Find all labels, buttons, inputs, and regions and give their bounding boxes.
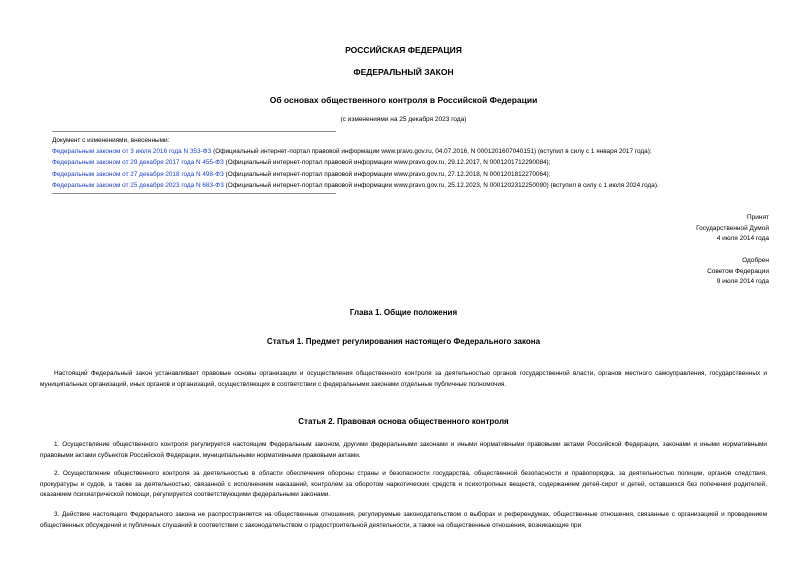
- article-1-heading: Статья 1. Предмет регулирования настоящего Федерального закона: [266, 337, 541, 346]
- amendment-source: (Официальный интернет-портал правовой информации www.pravo.gov.ru, 25.12.2023, N 0001202312250090) (вступил в силу с 1 июля 2024 года).: [223, 181, 659, 189]
- amendment-source: (Официальный интернет-портал правовой информации www.pravo.gov.ru, 04.07.2016, N 0001201607040151) (вступил в силу с 1 января 2017 года);: [211, 148, 652, 156]
- amendment-source: (Официальный интернет-портал правовой информации www.pravo.gov.ru, 29.12.2017, N 0001201712290084);: [223, 159, 551, 167]
- article-2-paragraph-1: 1. Осуществление общественного контроля регулируется настоящим Федеральным законом, другими федеральными законами и иными нормативными правовыми актами Российской Федерации, законами и иными нормативными правовыми актами субъектов Российской Федерации, муниципальными нормативными правовыми актами.: [40, 441, 767, 459]
- article-2-paragraph-2: 2. Осуществление общественного контроля за деятельностью в области обеспечения обороны страны и безопасности государства, общественной безопасности и правопорядка, за деятельностью полиции, органов следствия, прокуратуры и судов, а также за деятельностью, связанной с исполнением наказаний, контролем за оборотом наркотических средств и психотропных веществ, содержанием детей-сирот и детей, оставшихся без попечения родителей, оказанием психиатрической помощи, регулируется соответствующими федеральными законами.: [40, 470, 767, 499]
- amendments-block: [52, 135, 772, 191]
- amendment-item: [52, 169, 772, 180]
- amendment-item: [52, 146, 772, 157]
- adopted-line: Принят: [746, 214, 769, 221]
- article-1-text: Настоящий Федеральный закон устанавливает правовые основы организации и осуществления общественного контроля за деятельностью органов государственной власти, органов местного самоуправления, государственных и муниципальных организаций, иных органов и организаций, осуществляющих в соответствии с федеральными законами отдельные публичные полномочия.: [40, 370, 767, 388]
- amendment-link-455[interactable]: Федеральным законом от 29 декабря 2017 года N 455-ФЗ: [52, 159, 224, 167]
- adopted-date: 4 июля 2014 года: [716, 235, 769, 242]
- amendments-top-divider: [52, 131, 336, 132]
- amendment-link-498[interactable]: Федеральным законом от 27 декабря 2018 года N 498-ФЗ: [52, 170, 224, 178]
- amendment-item: [52, 180, 772, 191]
- chapter-heading: Глава 1. Общие положения: [349, 308, 458, 317]
- article-2-heading: Статья 2. Правовая основа общественного контроля: [298, 417, 509, 426]
- revision-note: (с изменениями на 25 декабря 2023 года): [340, 116, 467, 123]
- adopted-by-duma: [696, 213, 769, 245]
- amendment-source: (Официальный интернет-портал правовой информации www.pravo.gov.ru, 27.12.2018, N 0001201812270064);: [223, 170, 551, 178]
- law-type-heading: ФЕДЕРАЛЬНЫЙ ЗАКОН: [353, 67, 454, 77]
- approved-line: Одобрен: [742, 257, 769, 264]
- approved-line: Советом Федерации: [707, 267, 769, 275]
- adopted-line: Государственной Думой: [696, 224, 769, 232]
- amendment-link-353[interactable]: Федеральным законом от 3 июля 2016 года N 353-ФЗ: [52, 148, 212, 156]
- article-2-paragraph-3: 3. Действие настоящего Федерального закона не распространяется на общественные отношения, регулируемые законодательством о выборах и референдумах, общественные отношения, связанные с организацией и проведением общественных обсуждений и публичных слушаний в соответствии с законодательством о градостроительной деятельности, а также на общественные отношения, возникающие при: [40, 511, 767, 529]
- approved-by-council: [707, 256, 769, 288]
- amendment-link-683[interactable]: Федеральным законом от 25 декабря 2023 года N 683-ФЗ: [52, 181, 224, 189]
- amendments-bottom-divider: [52, 193, 336, 194]
- law-title: Об основах общественного контроля в Российской Федерации: [269, 95, 538, 105]
- amendment-item: [52, 157, 772, 168]
- amendments-intro: Документ с изменениями, внесенными:: [52, 137, 170, 144]
- approved-date: 9 июля 2014 года: [716, 278, 769, 285]
- country-heading: РОССИЙСКАЯ ФЕДЕРАЦИЯ: [345, 45, 462, 55]
